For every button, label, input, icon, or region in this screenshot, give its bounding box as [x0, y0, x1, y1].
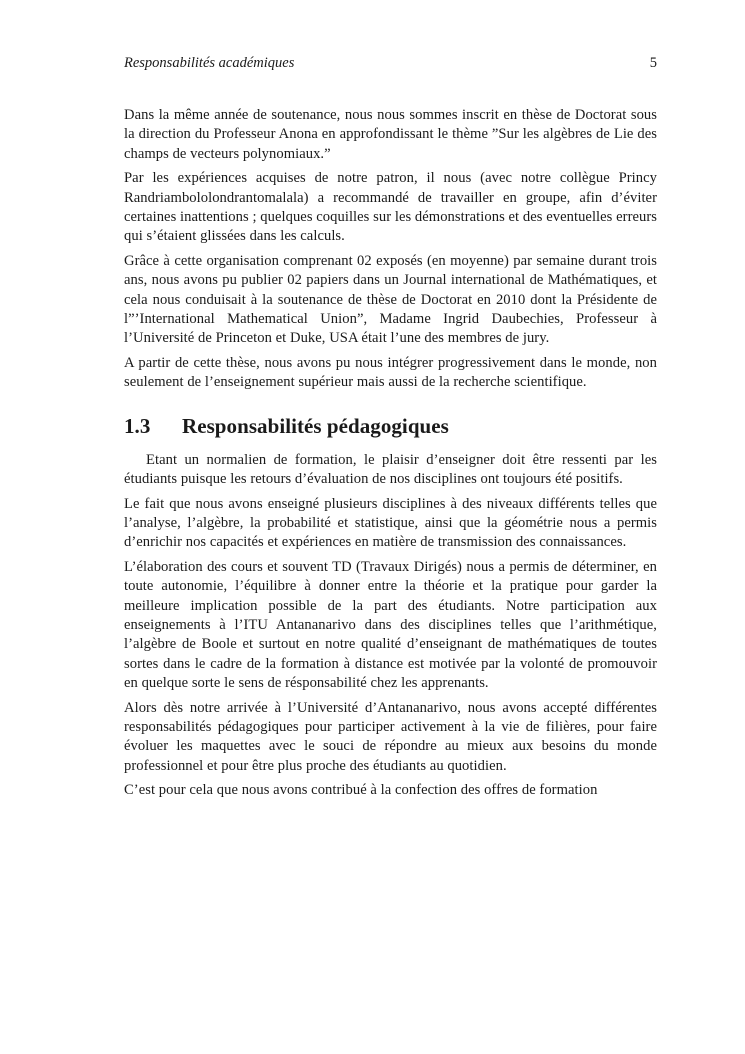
paragraph: Alors dès notre arrivée à l’Université d’Antananarivo, nous avons accepté différentes responsabilités pédagogiques pour participer activement à la vie de filières, pour faire évoluer les maquettes avec le souci de répondre au mieux aux besoins du monde professionnel et pour être plus proche des étudiants au quotidien. [124, 699, 657, 774]
body-text [124, 106, 657, 806]
paragraph: Le fait que nous avons enseigné plusieurs disciplines à des niveaux différents telles que l’analyse, l’algèbre, la probabilité et statistique, ainsi que la géométrie nous a permis d’enrichir nos capacités et expériences en matière de transmission des connaissances. [124, 495, 657, 551]
running-header [124, 55, 657, 75]
paragraph: A partir de cette thèse, nous avons pu nous intégrer progressivement dans le monde, non seulement de l’enseignement supérieur mais aussi de la recherche scientifique. [124, 354, 657, 391]
paragraph: C’est pour cela que nous avons contribué à la confection des offres de formation [124, 782, 598, 799]
section-heading [124, 413, 657, 439]
paragraph: Grâce à cette organisation comprenant 02 exposés (en moyenne) par semaine durant trois ans, nous avons pu publier 02 papiers dans un Journal international de Mathématiques, et cela nous conduisait à la soutenance de thèse de Doctorat en 2010 dont la Présidente de l”’International Mathematical Union”, Madame Ingrid Daubechies, Professeur à l’Université de Princeton et Duke, USA était l’une des membres de jury. [124, 252, 657, 347]
paragraph: L’élaboration des cours et souvent TD (Travaux Dirigés) nous a permis de déterminer, en toute autonomie, l’équilibre à donner entre la théorie et la pratique pour garder la meilleure implication possible de la part des étudiants. Notre participation aux enseignements à l’ITU Antananarivo dans des disciplines telles que l’arithmétique, l’algèbre de Boole et surtout en notre qualité d’enseignant de mathématiques de toutes sortes dans le cadre de la formation à distance est motivée par la volonté de promouvoir en quelque sorte le sens de résponsabilité chez les apprenants. [124, 558, 657, 692]
paragraph: Dans la même année de soutenance, nous nous sommes inscrit en thèse de Doctorat sous la direction du Professeur Anona en approfondissant le thème ”Sur les algèbres de Lie des champs de vecteurs polynomiaux.” [124, 107, 657, 162]
section-title: Responsabilités pédagogiques [182, 413, 449, 438]
paragraph: Etant un normalien de formation, le plaisir d’enseigner doit être ressenti par les étudiants puisque les retours d’évaluation de nos disciplines ont toujours été positifs. [124, 451, 657, 488]
page-number: 5 [649, 55, 657, 71]
running-title: Responsabilités académiques [124, 55, 295, 71]
section-number: 1.3 [124, 413, 151, 438]
paragraph: Par les expériences acquises de notre patron, il nous (avec notre collègue Princy Randriambololondrantomalala) a recommandé de travailler en groupe, afin d’éviter certaines inattentions ; quelques coquilles sur les démonstrations et des eventuelles erreurs qui s’étaient glissées dans les calculs. [124, 170, 657, 245]
